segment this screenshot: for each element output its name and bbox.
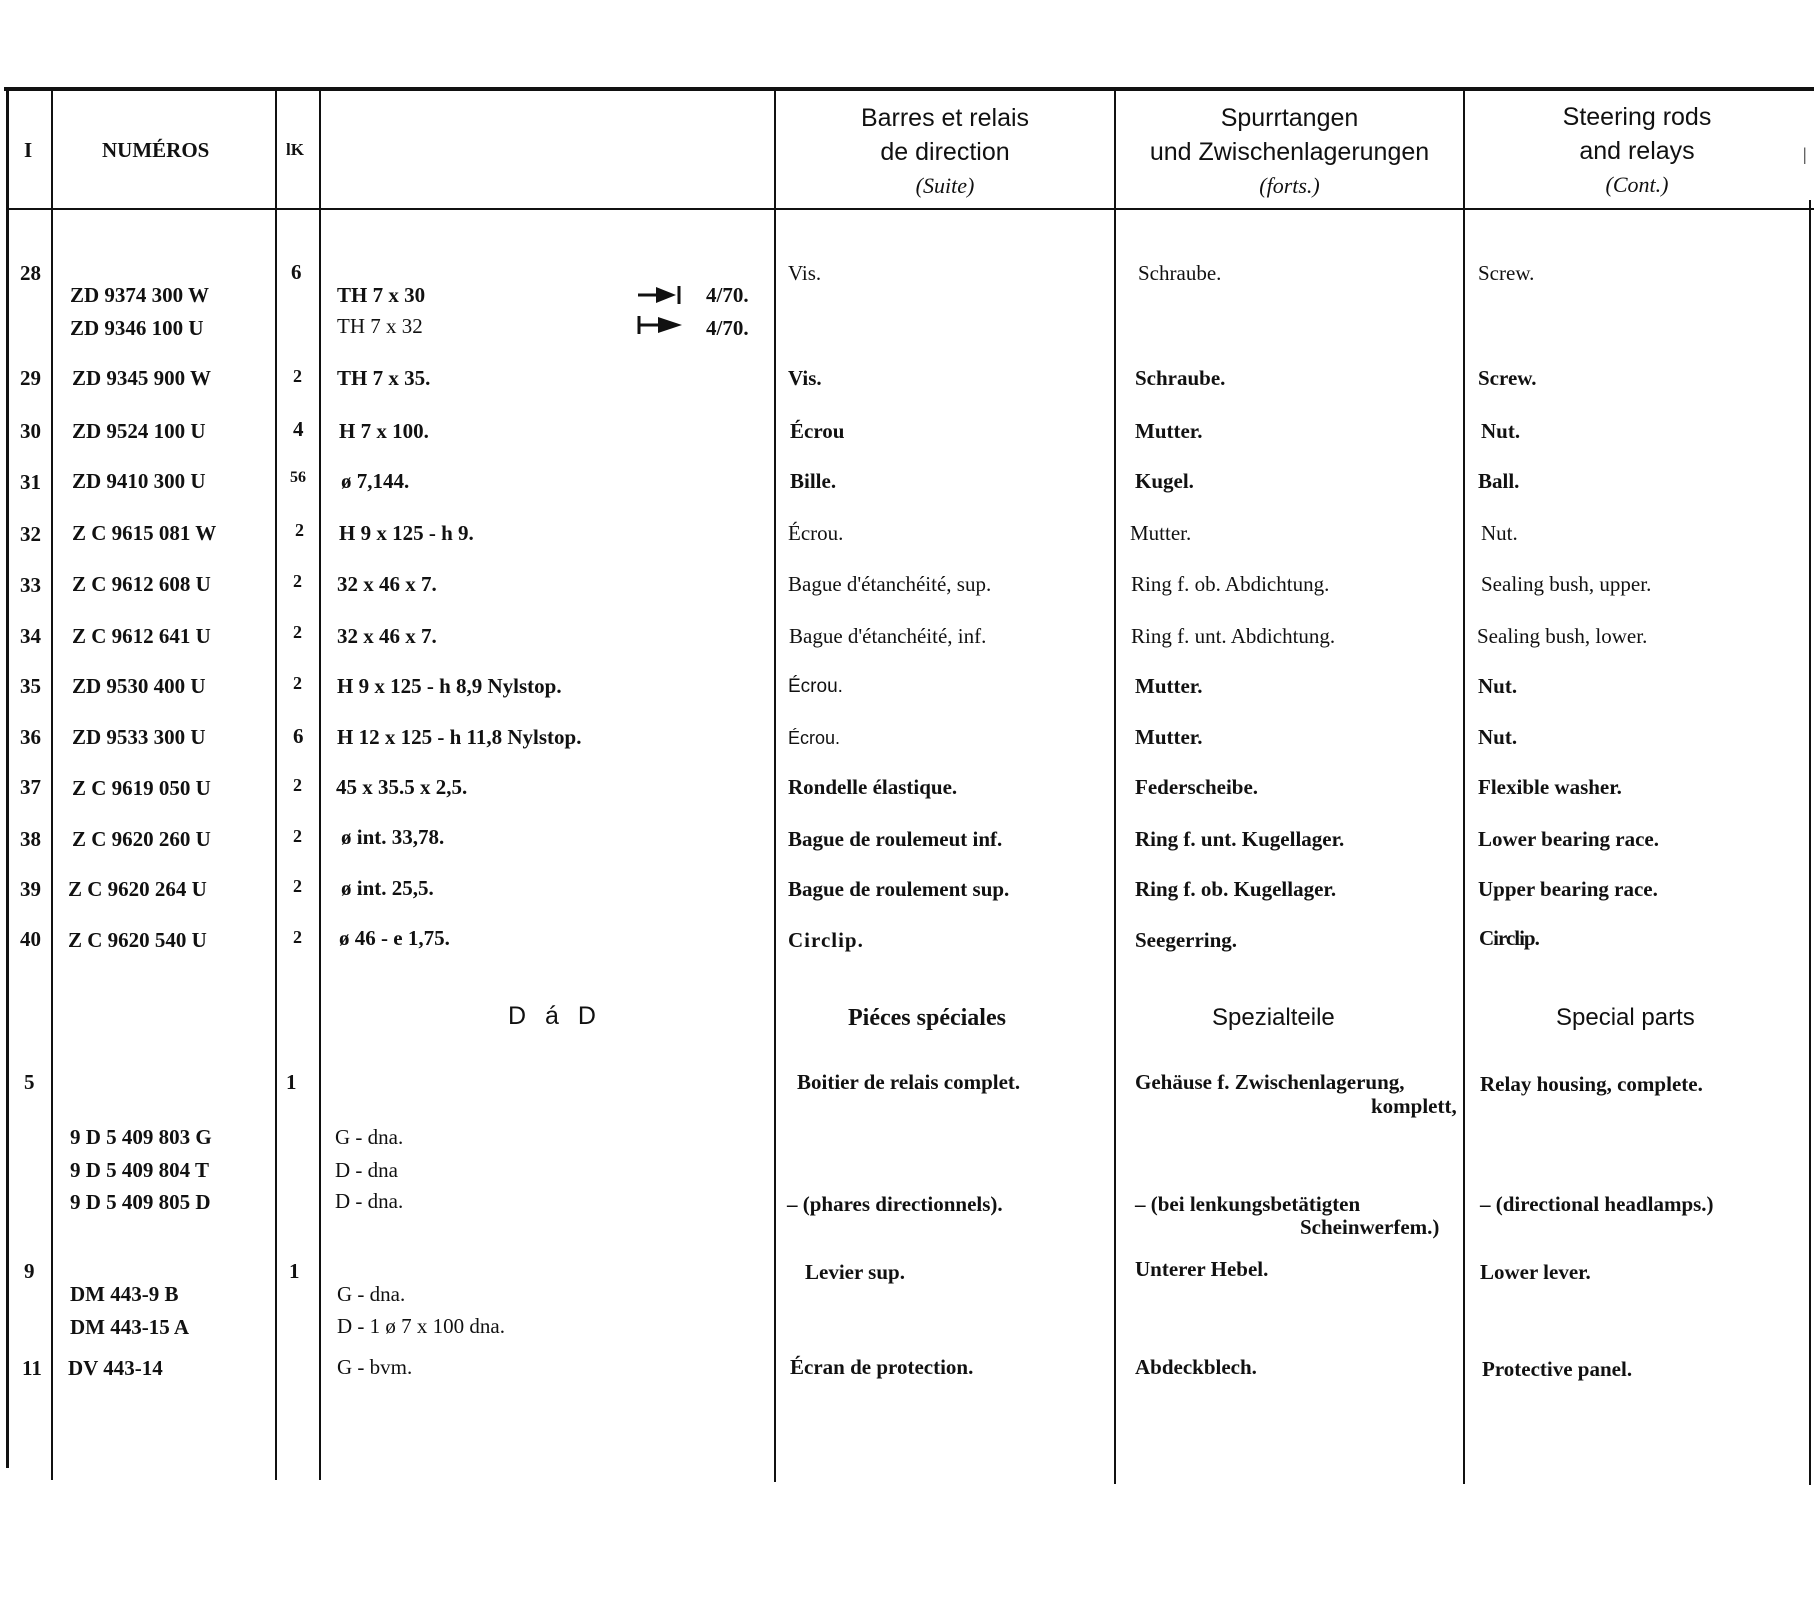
row-37-en: Flexible washer. [1478,775,1622,799]
row-30-de: Mutter. [1135,419,1203,443]
row-39-qty: 2 [293,876,302,896]
row-31-de: Kugel. [1135,469,1194,493]
row-28-number-b: ZD 9346 100 U [70,316,204,340]
row-34-ref: 34 [20,624,41,648]
special-variant-number-b: 9 D 5 409 804 T [70,1158,210,1182]
header-numbers: NUMÉROS [102,138,210,162]
row-32-qty: 2 [295,520,304,540]
row-28-number-a: ZD 9374 300 W [70,283,210,307]
row-39-en: Upper bearing race. [1478,877,1658,901]
row-37-spec: 45 x 35.5 x 2,5. [336,775,468,799]
row-36-ref: 36 [20,725,41,749]
row-40-fr: Circlip. [788,928,864,952]
row-31-qty: 56 [290,469,306,486]
row-38-ref: 38 [20,827,41,851]
special-row-9-en: Lower lever. [1480,1260,1591,1284]
special-spec-heading: D á D [508,1002,602,1030]
header-french [776,101,1114,203]
row-38-spec: ø int. 33,78. [341,825,445,849]
row-29-ref: 29 [20,366,41,390]
special-row-9-spec-a: G - dna. [337,1282,406,1306]
row-30-en: Nut. [1481,419,1521,443]
row-39-spec: ø int. 25,5. [341,876,434,900]
row-35-ref: 35 [20,674,41,698]
row-37-number: Z C 9619 050 U [72,776,211,800]
row-34-number: Z C 9612 641 U [72,624,211,648]
row-37-qty: 2 [293,775,302,795]
special-row-11-en: Protective panel. [1482,1357,1633,1381]
special-row-9-qty: 1 [289,1259,300,1283]
row-36-fr: Écrou. [788,728,841,748]
header-french-line2: de direction [880,138,1010,166]
row-36-spec: H 12 x 125 - h 11,8 Nylstop. [337,725,582,749]
special-row-5-ref: 5 [24,1070,35,1094]
special-row-9-spec-b: D - 1 ø 7 x 100 dna. [337,1314,505,1338]
row-33-spec: 32 x 46 x 7. [337,572,437,596]
special-variant-fr: – (phares directionnels). [787,1192,1003,1216]
row-35-fr: Écrou. [788,676,843,697]
special-row-9-number-a: DM 443-9 B [70,1282,179,1306]
row-28-spec-b: TH 7 x 32 [337,314,423,338]
row-40-qty: 2 [293,927,302,947]
row-30-spec: H 7 x 100. [339,419,429,443]
special-row-5-en: Relay housing, complete. [1480,1072,1703,1096]
row-37-fr: Rondelle élastique. [788,775,958,799]
row-31-spec: ø 7,144. [341,469,410,493]
header-german [1116,101,1463,203]
row-34-spec: 32 x 46 x 7. [337,624,437,648]
row-34-fr: Bague d'étanchéité, inf. [789,624,987,648]
column-rule-ref [51,88,53,1480]
header-english [1465,100,1809,202]
special-variant-number-a: 9 D 5 409 803 G [70,1125,212,1149]
row-39-de: Ring f. ob. Kugellager. [1135,877,1337,901]
row-28-date-a: 4/70. [706,283,749,307]
row-31-number: ZD 9410 300 U [72,469,206,493]
row-30-qty: 4 [293,417,304,441]
row-40-de: Seegerring. [1135,928,1238,952]
row-34-qty: 2 [293,622,302,642]
header-german-line2: und Zwischenlagerungen [1149,138,1430,166]
row-33-ref: 33 [20,573,41,597]
row-38-number: Z C 9620 260 U [72,827,211,851]
special-heading-de: Spezialteile [1212,1004,1335,1031]
row-31-ref: 31 [20,470,41,494]
special-row-9-ref: 9 [24,1259,35,1283]
special-row-11-fr: Écran de protection. [790,1355,974,1379]
special-row-5-de-line1: Gehäuse f. Zwischenlagerung, [1135,1070,1405,1094]
row-28-spec-a: TH 7 x 30 [337,283,426,307]
row-30-fr: Écrou [790,419,845,443]
row-29-en: Screw. [1478,366,1537,390]
column-rule-de [1463,88,1465,1484]
row-35-qty: 2 [293,673,302,693]
column-rule-spec [774,88,776,1482]
header-english-line1: Steering rods [1562,103,1712,131]
row-36-number: ZD 9533 300 U [72,725,206,749]
row-40-number: Z C 9620 540 U [68,928,207,952]
special-variant-de-line2: Scheinwerfem.) [1300,1215,1440,1239]
row-34-de: Ring f. unt. Abdichtung. [1131,624,1336,648]
row-30-number: ZD 9524 100 U [72,419,206,443]
row-33-number: Z C 9612 608 U [72,572,211,596]
row-40-spec: ø 46 - e 1,75. [339,926,450,950]
row-39-fr: Bague de roulement sup. [788,877,1010,901]
row-30-ref: 30 [20,419,41,443]
special-row-9-number-b: DM 443-15 A [70,1315,189,1339]
row-40-en: Circlip. [1479,926,1539,950]
special-heading-en: Special parts [1556,1004,1695,1031]
header-edge-mark: | [1803,144,1807,164]
header-french-line3: (Suite) [915,173,975,198]
special-row-5-fr: Boitier de relais complet. [797,1070,1021,1094]
row-38-de: Ring f. unt. Kugellager. [1135,827,1345,851]
special-variant-en: – (directional headlamps.) [1480,1192,1714,1216]
row-36-en: Nut. [1478,725,1518,749]
row-33-de: Ring f. ob. Abdichtung. [1131,572,1330,596]
row-33-en: Sealing bush, upper. [1481,572,1652,596]
row-32-fr: Écrou. [788,521,844,545]
row-29-de: Schraube. [1135,366,1226,390]
row-35-spec: H 9 x 125 - h 8,9 Nylstop. [337,674,562,698]
row-37-ref: 37 [20,775,41,799]
row-39-ref: 39 [20,877,41,901]
header-german-line3: (forts.) [1259,173,1320,198]
row-34-en: Sealing bush, lower. [1477,624,1648,648]
row-33-fr: Bague d'étanchéité, sup. [788,572,992,596]
row-32-de: Mutter. [1130,521,1192,545]
row-37-de: Federscheibe. [1135,775,1259,799]
row-29-spec: TH 7 x 35. [337,366,431,390]
row-28-en: Screw. [1478,261,1535,285]
row-31-en: Ball. [1478,469,1520,493]
row-40-ref: 40 [20,927,41,951]
special-variant-spec-c: D - dna. [335,1189,404,1213]
special-row-9-fr: Levier sup. [805,1260,905,1284]
row-28-date-b: 4/70. [706,316,749,340]
header-german-line1: Spurrtangen [1220,104,1359,132]
special-row-11-de: Abdeckblech. [1135,1355,1257,1379]
header-french-line1: Barres et relais [860,104,1030,132]
column-rule-left-edge [6,88,9,1468]
row-39-number: Z C 9620 264 U [68,877,207,901]
row-36-qty: 6 [293,724,304,748]
row-35-number: ZD 9530 400 U [72,674,206,698]
special-row-5-qty: 1 [286,1070,297,1094]
row-32-number: Z C 9615 081 W [72,521,217,545]
row-28-de: Schraube. [1138,261,1222,285]
header-bottom-rule [6,208,1814,210]
row-38-en: Lower bearing race. [1478,827,1659,851]
bar-to-arrow-icon [636,313,684,337]
special-heading-fr: Piéces spéciales [848,1005,1006,1031]
row-28-fr: Vis. [788,261,822,285]
row-38-qty: 2 [293,826,302,846]
arrow-to-bar-icon [636,283,684,307]
special-variant-de-line1: – (bei lenkungsbetätigten [1135,1192,1361,1216]
row-29-number: ZD 9345 900 W [72,366,212,390]
column-rule-qty [319,88,321,1480]
row-36-de: Mutter. [1135,725,1203,749]
special-row-11-ref: 11 [22,1356,42,1380]
special-row-5-de-line2: komplett, [1371,1094,1457,1118]
row-28-qty: 6 [291,260,302,284]
row-29-qty: 2 [293,366,302,386]
row-35-de: Mutter. [1135,674,1203,698]
row-32-en: Nut. [1481,521,1518,545]
special-variant-spec-b: D - dna [335,1158,398,1182]
special-row-11-spec: G - bvm. [337,1355,413,1379]
special-variant-number-c: 9 D 5 409 805 D [70,1190,211,1214]
row-35-en: Nut. [1478,674,1518,698]
row-38-fr: Bague de roulemeut inf. [788,827,1003,851]
row-29-fr: Vis. [788,366,822,390]
column-rule-fr [1114,88,1116,1484]
row-31-fr: Bille. [790,469,837,493]
row-32-ref: 32 [20,522,41,546]
special-variant-spec-a: G - dna. [335,1125,404,1149]
row-32-spec: H 9 x 125 - h 9. [339,521,474,545]
header-english-line3: (Cont.) [1605,172,1669,197]
header-ref: I [24,138,33,162]
header-qty: lK [286,140,304,159]
column-rule-numbers [275,88,277,1480]
header-english-line2: and relays [1579,137,1695,165]
row-28-ref: 28 [20,261,41,285]
row-33-qty: 2 [293,571,302,591]
special-row-9-de: Unterer Hebel. [1135,1257,1269,1281]
column-rule-right-edge [1809,200,1811,1485]
special-row-11-number: DV 443-14 [68,1356,163,1380]
